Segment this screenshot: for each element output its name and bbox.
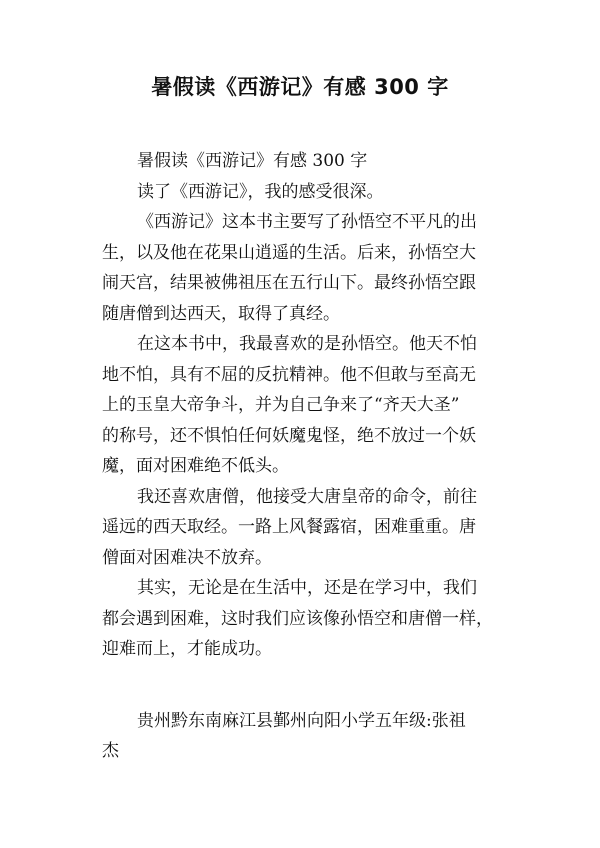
text-line: 地不怕，具有不屈的反抗精神。他不但敢与至高无: [102, 364, 476, 385]
text-line: 闹天宫，结果被佛祖压在五行山下。最终孙悟空跟: [102, 273, 476, 293]
document-title: 暑假读《西游记》有感 300 字: [151, 75, 449, 99]
text-line: 的称号，还不惧怕任何妖魔鬼怪，绝不放过一个妖: [102, 425, 476, 446]
text-line: 在这本书中，我最喜欢的是孙悟空。他天不怕: [137, 334, 477, 354]
text-line: 僧面对困难决不放弃。: [102, 547, 272, 568]
text-line: 都会遇到困难，这时我们应该像孙悟空和唐僧一样，: [102, 608, 493, 629]
paragraph-gap: [102, 665, 500, 706]
text-line: 上的玉皇大帝争斗，并为自己争来了“齐天大圣”: [102, 395, 460, 415]
text-line: 遥远的西天取经。一路上风餐露宿，困难重重。唐: [102, 517, 476, 537]
text-line: 迎难而上，才能成功。: [102, 639, 272, 659]
document-body: [102, 146, 500, 767]
text-line: 我还喜欢唐僧，他接受大唐皇帝的命令，前往: [137, 486, 477, 507]
text-line: 《西游记》这本书主要写了孙悟空不平凡的出: [137, 212, 477, 232]
text-line-subtitle: 暑假读《西游记》有感 300 字: [137, 151, 368, 171]
author-line: 贵州黔东南麻江县鄞州向阳小学五年级:张祖: [137, 710, 466, 731]
text-line: 生，以及他在花果山逍遥的生活。后来，孙悟空大: [102, 242, 476, 263]
text-line: 其实，无论是在生活中，还是在学习中，我们: [137, 578, 477, 598]
text-line: 随唐僧到达西天，取得了真经。: [102, 303, 340, 324]
author-line: 杰: [102, 741, 119, 761]
text-line: 读了《西游记》，我的感受很深。: [137, 181, 384, 202]
text-line: 魔，面对困难绝不低头。: [102, 456, 289, 476]
